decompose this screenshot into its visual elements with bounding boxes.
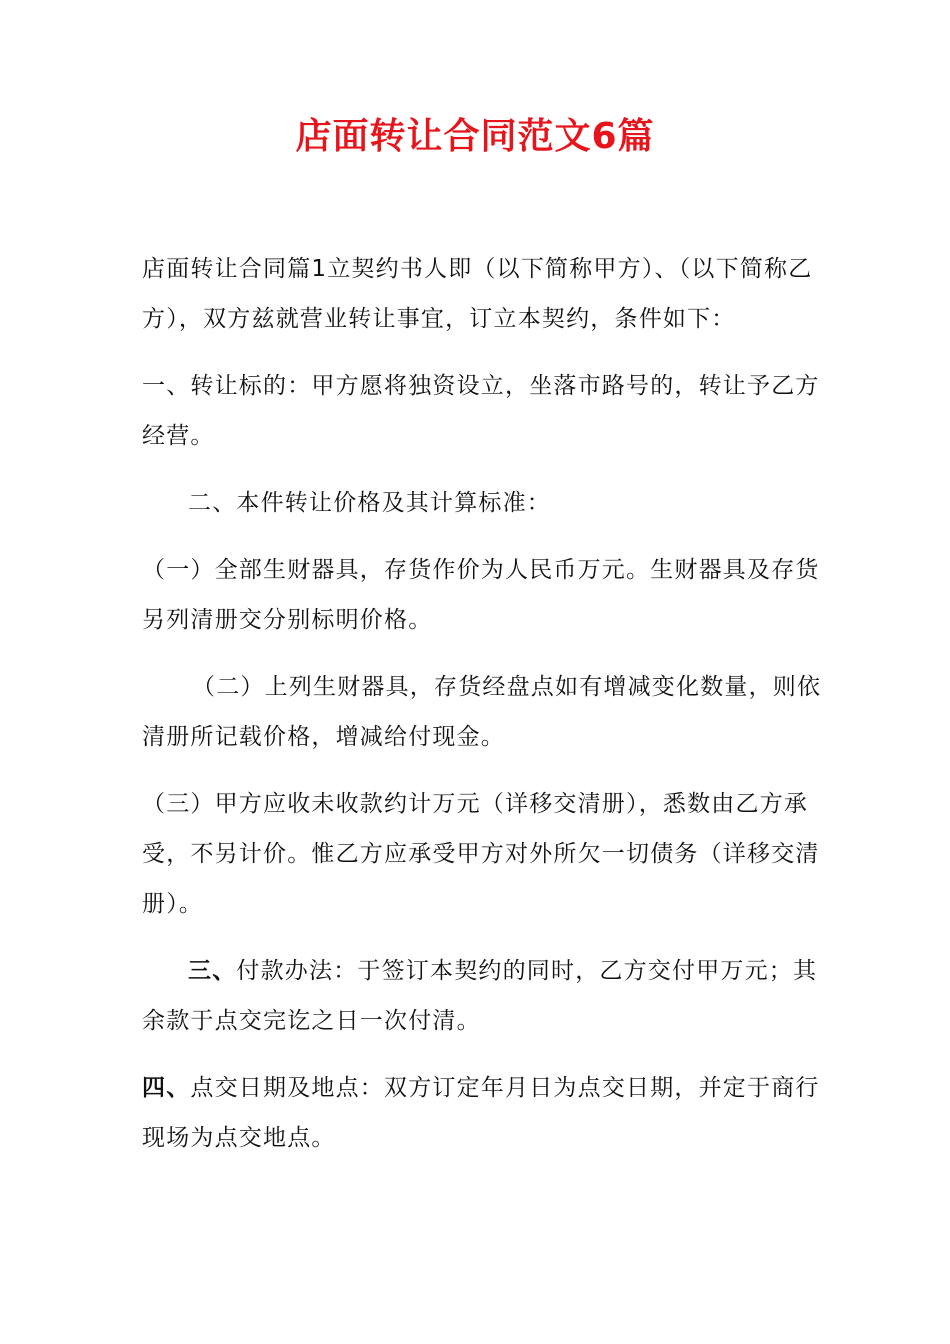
paragraph-clause-1: 一、转让标的：甲方愿将独资设立，坐落市路号的，转让予乙方经营。 xyxy=(142,373,820,449)
clause-4-text: 点交日期及地点：双方订定年月日为点交日期，并定于商行现场为点交地点。 xyxy=(142,1075,820,1151)
paragraph-clause-3 xyxy=(142,946,822,1046)
clause-4-lead: 四、 xyxy=(142,1075,191,1101)
paragraph-item-3: （三）甲方应收未收款约计万元（详移交清册），悉数由乙方承受，不另计价。惟乙方应承受甲方对外所欠一切债务（详移交清册）。 xyxy=(142,791,820,917)
paragraph-item-2: （二）上列生财器具，存货经盘点如有增减变化数量，则依清册所记载价格，增减给付现金。 xyxy=(142,674,822,750)
document-title: 店面转让合同范文6篇 xyxy=(295,116,655,157)
document-body xyxy=(142,244,822,1180)
paragraph-clause-2: 二、本件转让价格及其计算标准： xyxy=(188,490,551,516)
clause-3-text: 付款办法：于签订本契约的同时，乙方交付甲万元；其余款于点交完讫之日一次付清。 xyxy=(142,958,818,1034)
paragraph-clause-4 xyxy=(142,1063,822,1163)
clause-3-lead: 三、 xyxy=(188,958,237,984)
paragraph-intro: 店面转让合同篇1立契约书人即（以下简称甲方）、（以下简称乙方），双方兹就营业转让事宜，订立本契约，条件如下： xyxy=(142,256,813,332)
paragraph-item-1: （一）全部生财器具，存货作价为人民币万元。生财器具及存货另列清册交分别标明价格。 xyxy=(142,557,820,633)
